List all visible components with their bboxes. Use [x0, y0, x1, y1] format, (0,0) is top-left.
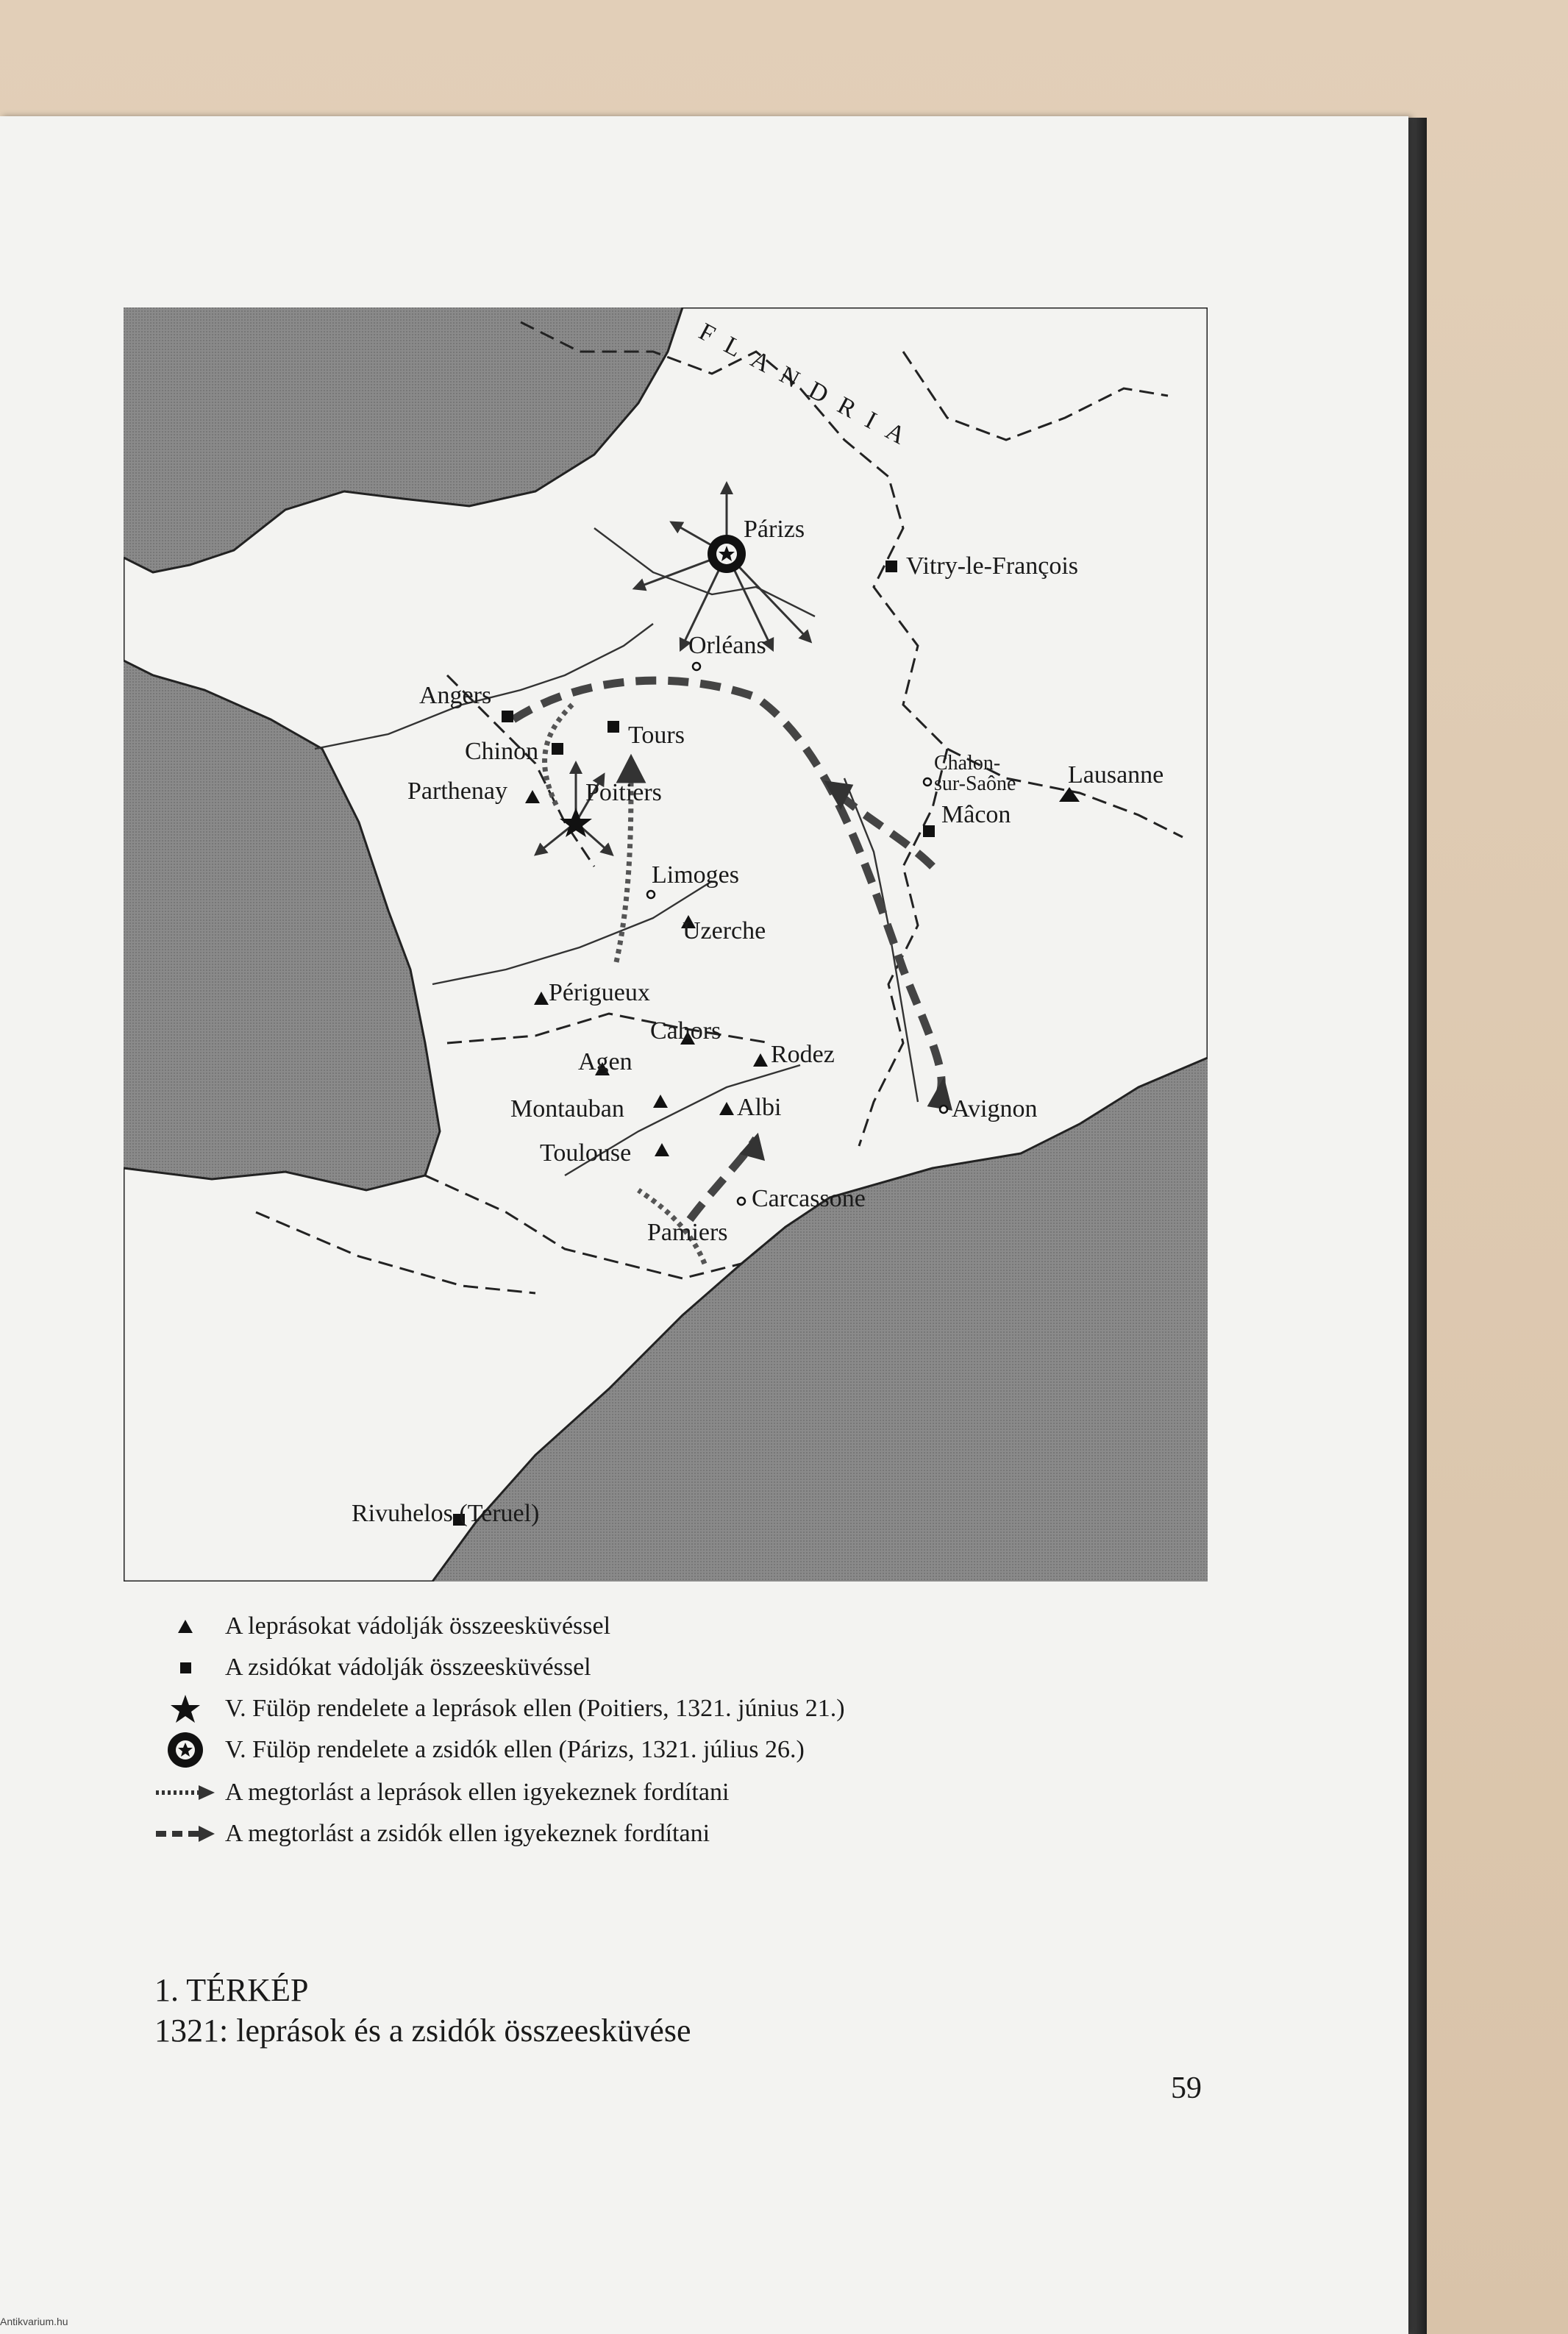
city-uzerche: Uzerche — [683, 917, 766, 944]
map-svg — [124, 307, 1208, 1582]
city-angers: Angers — [419, 682, 492, 709]
avignon-dot — [940, 1106, 947, 1113]
legend-row-leper-reprisal — [154, 1773, 729, 1812]
limoges-dot — [647, 891, 655, 898]
map-caption-title: 1321: leprások és a zsidók összeesküvése — [154, 2013, 691, 2049]
city-pamiers: Pamiers — [647, 1219, 728, 1246]
city-montauban: Montauban — [510, 1095, 624, 1122]
legend-text: A megtorlást a leprások ellen igyekeznek fordítani — [225, 1779, 730, 1806]
legend-row-jew-reprisal — [154, 1815, 710, 1853]
circled-star-icon — [154, 1731, 216, 1769]
carcassone-dot — [738, 1198, 745, 1205]
legend-row-poitiers-decree — [154, 1690, 845, 1728]
city-poitiers: Poitiers — [585, 779, 662, 806]
city-avignon: Avignon — [952, 1095, 1038, 1122]
legend-text: V. Fülöp rendelete a leprások ellen (Poitiers, 1321. június 21.) — [225, 1695, 845, 1722]
angers-square — [502, 711, 513, 722]
star-icon — [154, 1690, 216, 1728]
map — [124, 307, 1208, 1582]
legend-text: V. Fülöp rendelete a zsidók ellen (Párizs, 1321. július 26.) — [225, 1736, 805, 1763]
city-perigueux: Périgueux — [549, 979, 650, 1006]
tours-square — [607, 721, 619, 733]
city-rodez: Rodez — [771, 1041, 835, 1068]
dashed-arrow-icon — [154, 1815, 216, 1853]
city-orleans: Orléans — [688, 632, 766, 659]
orleans-dot — [693, 663, 700, 670]
city-paris: Párizs — [744, 516, 805, 543]
city-cahors: Cahors — [650, 1017, 721, 1045]
chalon-dot — [924, 778, 931, 786]
city-macon: Mâcon — [941, 801, 1011, 828]
triangle-icon — [154, 1607, 216, 1645]
page-number: 59 — [1171, 2071, 1202, 2105]
city-vitry: Vitry-le-François — [906, 552, 1078, 580]
city-limoges: Limoges — [652, 861, 739, 889]
city-lausanne: Lausanne — [1068, 761, 1164, 789]
city-albi: Albi — [737, 1094, 782, 1121]
dotted-arrow-icon — [154, 1773, 216, 1812]
city-tours: Tours — [628, 722, 685, 749]
paris-decree-symbol — [708, 535, 746, 573]
legend-text: A megtorlást a zsidók ellen igyekeznek fordítani — [225, 1820, 710, 1847]
city-chalon-1: Chalon- — [934, 752, 1001, 775]
legend-text: A zsidókat vádolják összeesküvéssel — [225, 1654, 591, 1681]
region-flandria: FLANDRIA — [694, 318, 923, 457]
legend-row-paris-decree — [154, 1731, 805, 1769]
vitry-square — [885, 561, 897, 572]
square-icon — [154, 1648, 216, 1687]
city-agen: Agen — [578, 1048, 632, 1075]
legend-text: A leprásokat vádolják összeesküvéssel — [225, 1612, 611, 1640]
chinon-square — [552, 743, 563, 755]
macon-square — [923, 825, 935, 837]
map-caption-number: 1. TÉRKÉP — [154, 1972, 309, 2008]
legend-row-lepers-accused — [154, 1607, 610, 1645]
city-chinon: Chinon — [465, 738, 539, 765]
city-parthenay: Parthenay — [407, 778, 507, 805]
city-toulouse: Toulouse — [540, 1139, 632, 1167]
city-rivuhelos: Rivuhelos (Teruel) — [352, 1500, 540, 1527]
watermark: Antikvarium.hu — [0, 2316, 68, 2327]
city-chalon-2: sur-Saône — [934, 772, 1016, 795]
city-carcassone: Carcassone — [752, 1185, 866, 1212]
legend-row-jews-accused — [154, 1648, 591, 1687]
